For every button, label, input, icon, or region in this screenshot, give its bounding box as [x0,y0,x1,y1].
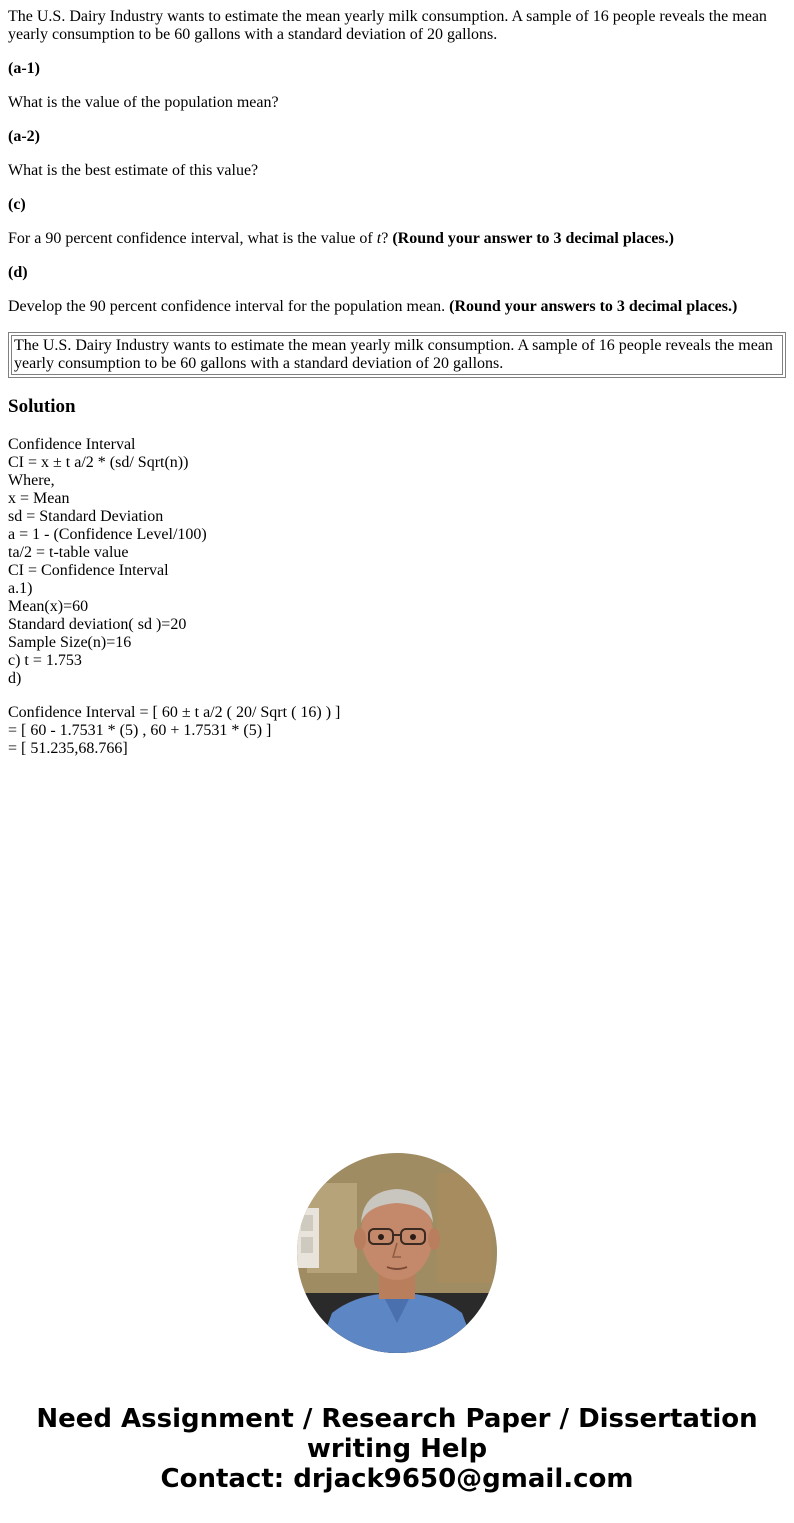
solution-heading: Solution [8,396,76,417]
solution-line: c) t = 1.753 [8,652,82,669]
part-c-label: (c) [8,196,26,213]
solution-line: sd = Standard Deviation [8,508,164,525]
solution-line: Confidence Interval [8,436,136,453]
promo-banner [0,1404,794,1494]
question-box-text: The U.S. Dairy Industry wants to estimate the mean yearly milk consumption. A sample of 16 people reveals the mean yearly consumption to be 60 gallons with a standard deviation of 20 gallons. [11,335,783,375]
part-a2-text: What is the best estimate of this value? [8,162,259,179]
part-c-text-after: ? [381,230,393,247]
part-d-text [8,298,786,316]
document-body [8,8,786,758]
ci-line: = [ 51.235,68.766] [8,740,128,757]
part-a2-label: (a-2) [8,128,40,145]
solution-line: ta/2 = t-table value [8,544,129,561]
solution-line: Standard deviation( sd )=20 [8,616,187,633]
part-d-question: Develop the 90 percent confidence interval for the population mean. [8,298,450,315]
part-c-t-symbol: t [376,230,382,247]
part-c-text [8,230,786,248]
part-a1-label: (a-1) [8,60,40,77]
author-avatar [297,1153,497,1353]
solution-line: CI = x ± t a/2 * (sd/ Sqrt(n)) [8,454,189,471]
solution-line: Where, [8,472,55,489]
part-d-rounding-note: (Round your answers to 3 decimal places.) [449,298,738,315]
solution-line: Sample Size(n)=16 [8,634,132,651]
promo-contact: Contact: drjack9650@gmail.com [160,1464,634,1494]
question-intro: The U.S. Dairy Industry wants to estimate the mean yearly milk consumption. A sample of 16 people reveals the mean yearly consumption to be 60 gallons with a standard deviation of 20 gallons. [8,8,767,43]
ci-line: Confidence Interval = [ 60 ± t a/2 ( 20/ Sqrt ( 16) ) ] [8,704,341,721]
confidence-interval-calculation [8,704,786,758]
solution-steps [8,436,786,688]
promo-line: writing Help [306,1434,488,1464]
question-box [8,332,786,378]
solution-line: a = 1 - (Confidence Level/100) [8,526,207,543]
part-a1-text: What is the value of the population mean? [8,94,279,111]
part-c-rounding-note: (Round your answer to 3 decimal places.) [392,230,674,247]
solution-line: CI = Confidence Interval [8,562,169,579]
solution-line: Mean(x)=60 [8,598,89,615]
solution-line: a.1) [8,580,33,597]
ci-line: = [ 60 - 1.7531 * (5) , 60 + 1.7531 * (5) ] [8,722,272,739]
solution-line: x = Mean [8,490,70,507]
solution-line: d) [8,670,22,687]
part-d-label: (d) [8,264,28,281]
part-c-text-before: For a 90 percent confidence interval, what is the value of [8,230,377,247]
promo-line: Need Assignment / Research Paper / Dissertation [36,1404,758,1434]
